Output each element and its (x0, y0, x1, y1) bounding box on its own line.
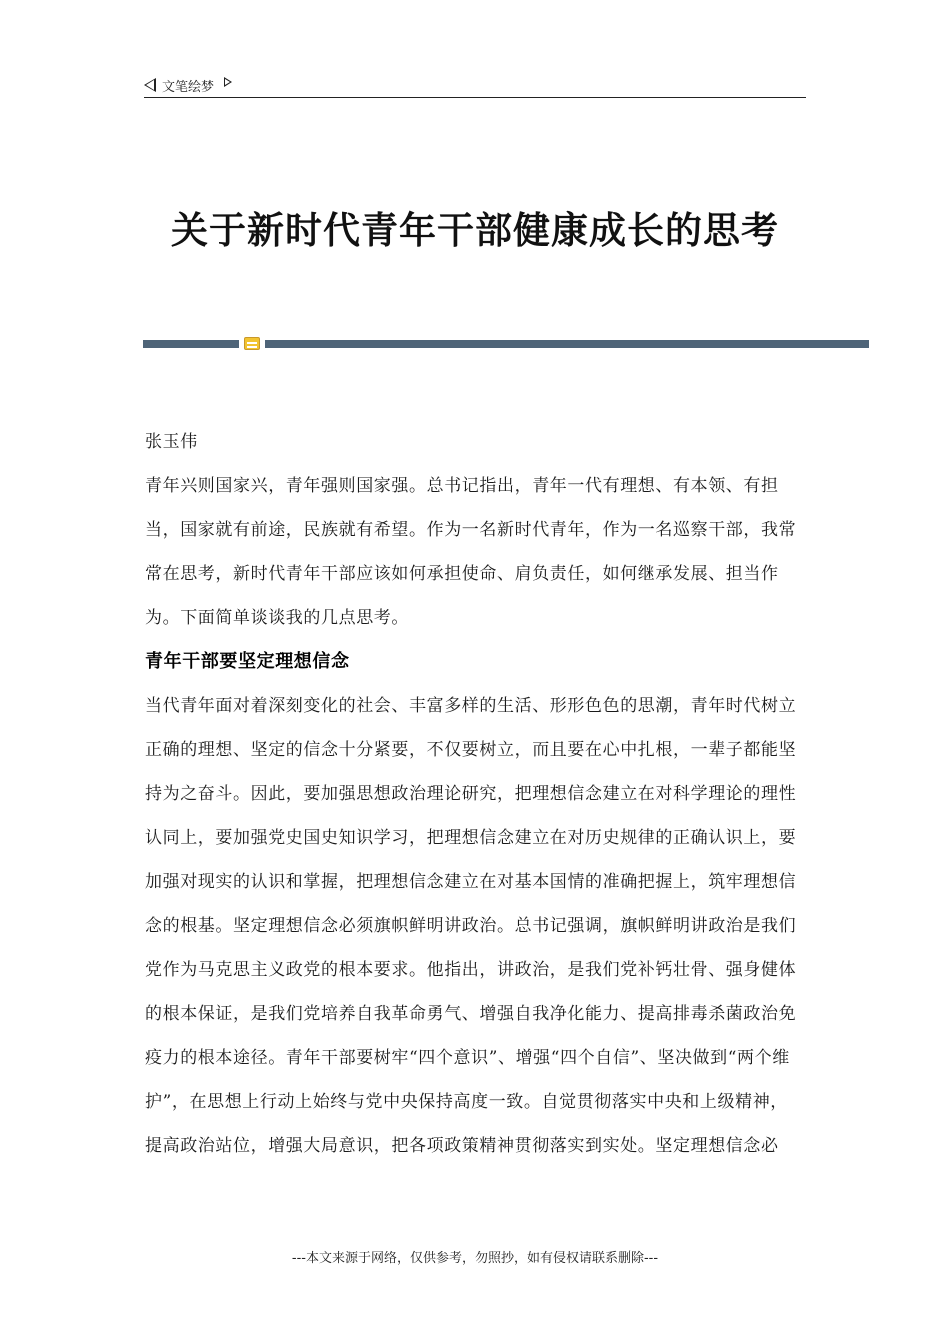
intro-paragraph: 青年兴则国家兴，青年强则国家强。总书记指出，青年一代有理想、有本领、有担当，国家就有前途，民族就有希望。作为一名新时代青年，作为一名巡察干部，我常常在思考，新时代青年干部应该如何承担使命、肩负责任，如何继承发展、担当作为。下面简单谈谈我的几点思考。 (145, 476, 797, 628)
triangle-left-icon (144, 78, 156, 92)
page-header (144, 73, 806, 98)
section-paragraph: 当代青年面对着深刻变化的社会、丰富多样的生活、形形色色的思潮，青年时代树立正确的理想、坚定的信念十分紧要，不仅要树立，而且要在心中扎根，一辈子都能坚持为之奋斗。因此，要加强思想政治理论研究，把理想信念建立在对科学理论的理性认同上，要加强党史国史知识学习，把理想信念建立在对历史规律的正确认识上，要加强对现实的认识和掌握，把理想信念建立在对基本国情的准确把握上，筑牢理想信念的根基。坚定理想信念必须旗帜鲜明讲政治。总书记强调，旗帜鲜明讲政治是我们党作为马克思主义政党的根本要求。他指出，讲政治，是我们党补钙壮骨、强身健体的根本保证，是我们党培养自我革命勇气、增强自我净化能力、提高排毒杀菌政治免疫力的根本途径。青年干部要树牢“四个意识”、增强“四个自信”、坚决做到“两个维护”，在思想上行动上始终与党中央保持高度一致。自觉贯彻落实中央和上级精神，提高政治站位，增强大局意识，把各项政策精神贯彻落实到实处。坚定理想信念必 (145, 696, 797, 1156)
section-heading: 青年干部要坚定理想信念 (145, 651, 350, 672)
triangle-right-icon (224, 77, 232, 87)
header-brand: 文笔绘梦 (162, 79, 215, 95)
author-name: 张玉伟 (145, 432, 198, 452)
footer-disclaimer: ---本文来源于网络，仅供参考，勿照抄，如有侵权请联系删除--- (291, 1251, 659, 1266)
document-body (145, 420, 797, 1168)
title-divider-right (265, 340, 869, 348)
document-title: 关于新时代青年干部健康成长的思考 (171, 208, 779, 252)
divider-badge-icon (244, 337, 260, 350)
title-divider-left (143, 340, 239, 348)
